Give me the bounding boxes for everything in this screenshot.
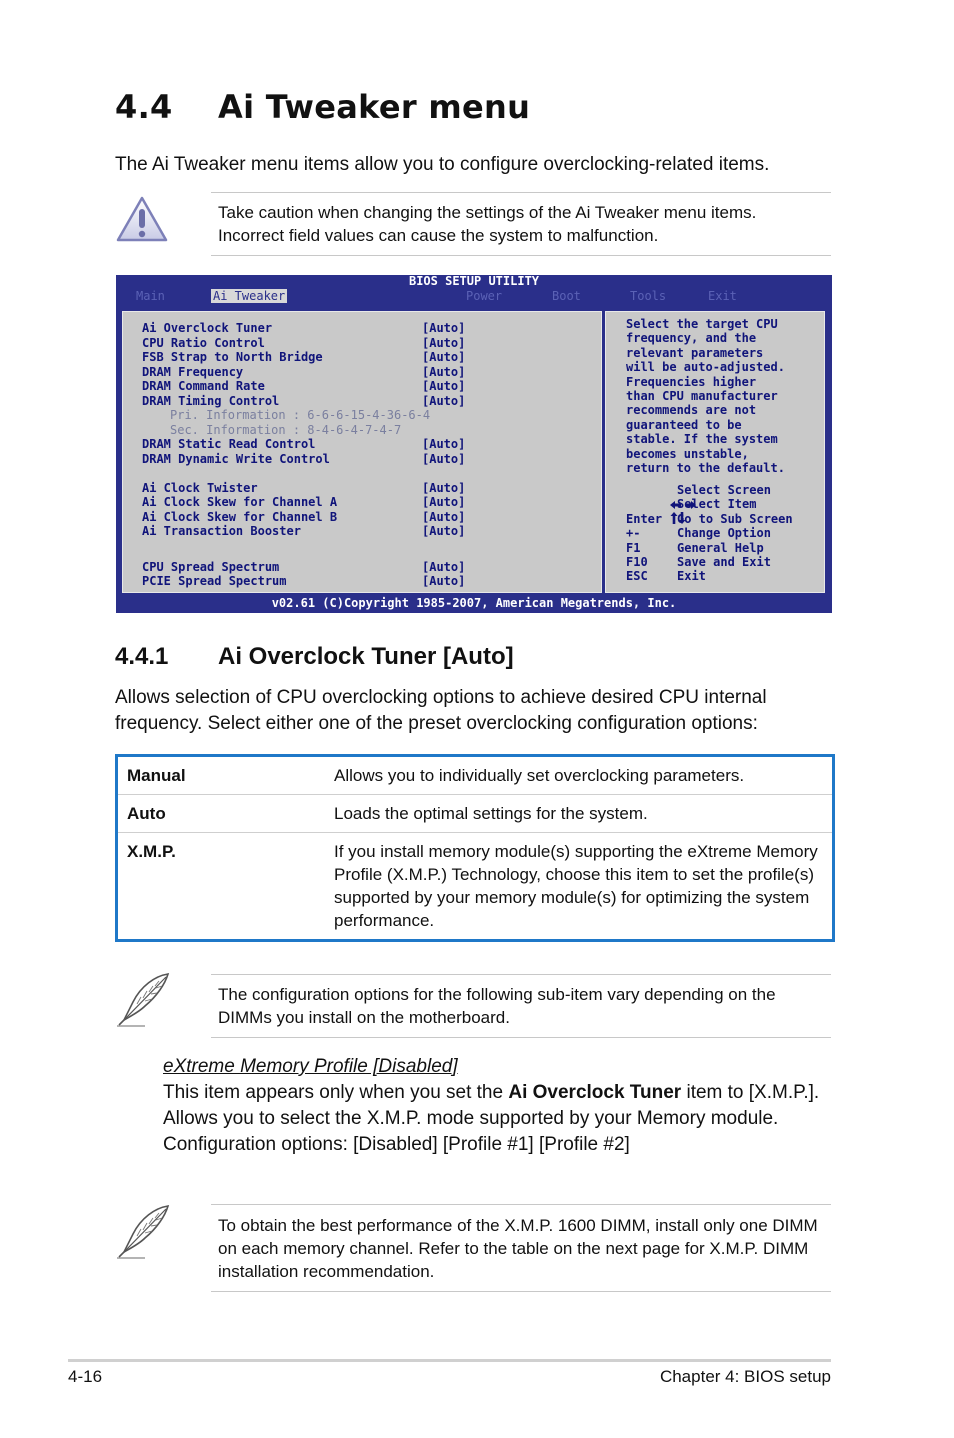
bios-help-panel <box>603 309 827 595</box>
bios-key-action: Exit <box>677 569 706 584</box>
note1-text <box>218 983 776 1029</box>
bios-item-value[interactable]: [Auto] <box>422 350 466 364</box>
bios-menu-power[interactable]: Power <box>466 289 503 303</box>
table-row <box>118 757 832 795</box>
bios-item-value[interactable]: [Auto] <box>422 437 466 451</box>
bios-item-dram-command-rate[interactable]: DRAM Command Rate <box>142 379 265 393</box>
option-desc: Allows you to individually set overclocking parameters. <box>334 766 745 785</box>
bios-item-cpu-ratio-control[interactable]: CPU Ratio Control <box>142 335 265 350</box>
bios-item-dram-dynamic-write[interactable]: DRAM Dynamic Write Control <box>142 451 330 466</box>
subitem-text-part: item to [X.M.P.]. Allows you to select the X.M.P. mode supported by your Memory module. <box>163 1082 820 1129</box>
bios-item-value[interactable]: [Auto] <box>422 495 466 509</box>
bios-key: Enter <box>626 511 663 526</box>
subsection-number: 4.4.1 <box>115 643 169 670</box>
bios-key-action: Go to Sub Screen <box>677 511 793 526</box>
bios-item-dram-static-read[interactable]: DRAM Static Read Control <box>142 437 316 451</box>
bios-menubar <box>116 289 832 303</box>
bios-menu-tools[interactable]: Tools <box>630 289 667 303</box>
option-desc: Loads the optimal settings for the system. <box>334 804 648 823</box>
bios-item-value[interactable]: [Auto] <box>422 480 466 495</box>
bios-item-cpu-spread-spectrum[interactable]: CPU Spread Spectrum <box>142 559 280 574</box>
bios-key-action: Select Item <box>677 497 757 512</box>
note2-line: on each memory channel. Refer to the table on the next page for X.M.P. DIMM <box>218 1239 809 1258</box>
option-name: Manual <box>127 766 186 785</box>
subsection-title: Ai Overclock Tuner [Auto] <box>218 643 514 670</box>
bios-item-value[interactable]: [Auto] <box>422 509 466 524</box>
bios-key: +- <box>626 526 641 541</box>
bios-item-clock-skew-b[interactable]: Ai Clock Skew for Channel B <box>142 509 338 524</box>
bios-item-value[interactable]: [Auto] <box>422 364 466 379</box>
bios-item-dram-frequency[interactable]: DRAM Frequency <box>142 364 244 379</box>
subsection-heading <box>115 643 514 671</box>
bios-sec-information: Sec. Information : 8-4-6-4-7-4-7 <box>170 422 402 437</box>
bios-key-action: Change Option <box>677 526 771 541</box>
bios-item-transaction-booster[interactable]: Ai Transaction Booster <box>142 524 301 538</box>
bios-screen <box>116 275 832 613</box>
subitem-text-bold: Ai Overclock Tuner <box>508 1082 682 1103</box>
bios-item-value[interactable]: [Auto] <box>422 559 466 574</box>
quill-pen-icon <box>115 972 171 1028</box>
bios-help-text: Select the target CPU frequency, and the relevant parameters will be auto-adjusted. Frequencies higher than CPU manufacturer recommends are not guaranteed to be stable. If the system becomes unstable, return to the default. <box>626 317 785 476</box>
note2-line: installation recommendation. <box>218 1262 435 1281</box>
subitem-title: eXtreme Memory Profile [Disabled] <box>163 1056 458 1077</box>
caution-line: Take caution when changing the settings of the Ai Tweaker menu items. <box>218 203 757 222</box>
bios-key-action: Select Screen <box>677 483 771 497</box>
note1-top-rule <box>211 974 831 975</box>
page-number: 4-16 <box>68 1367 103 1386</box>
page-footer-rule <box>68 1359 831 1362</box>
bios-copyright: v02.61 (C)Copyright 1985-2007, American Megatrends, Inc. <box>271 596 677 610</box>
caution-text <box>218 201 756 247</box>
note2-line: To obtain the best performance of the X.M.P. 1600 DIMM, install only one DIMM <box>218 1216 818 1235</box>
bios-menu-boot[interactable]: Boot <box>552 289 581 303</box>
bios-key-action: Save and Exit <box>677 555 771 569</box>
bios-item-value[interactable]: [Auto] <box>422 379 466 393</box>
bios-title: BIOS SETUP UTILITY <box>408 274 540 288</box>
options-table <box>115 754 835 942</box>
note1-line: DIMMs you install on the motherboard. <box>218 1008 510 1027</box>
note2-top-rule <box>211 1204 831 1205</box>
note1-bottom-rule <box>211 1037 831 1038</box>
bios-item-pcie-spread-spectrum[interactable]: PCIE Spread Spectrum <box>142 574 287 588</box>
bios-item-value[interactable]: [Auto] <box>422 451 466 466</box>
bios-item-value[interactable]: [Auto] <box>422 321 466 335</box>
note2-text <box>218 1214 818 1283</box>
table-row <box>118 795 832 833</box>
bios-item-ai-clock-twister[interactable]: Ai Clock Twister <box>142 480 258 495</box>
intro-text: The Ai Tweaker menu items allow you to configure overclocking-related items. <box>115 154 770 175</box>
caution-line: Incorrect field values can cause the system to malfunction. <box>218 226 659 245</box>
subsection-text: Allows selection of CPU overclocking options to achieve desired CPU internal frequency. Select either one of the preset overclocking configuration options: <box>115 687 767 734</box>
note2-bottom-rule <box>211 1291 831 1292</box>
bios-item-value[interactable]: [Auto] <box>422 524 466 538</box>
section-number: 4.4 <box>115 88 173 126</box>
bios-settings-panel <box>120 309 604 595</box>
subitem-config: Configuration options: [Disabled] [Profile #1] [Profile #2] <box>163 1134 630 1155</box>
option-name: X.M.P. <box>127 842 176 861</box>
bios-item-value[interactable]: [Auto] <box>422 335 466 350</box>
bios-key-action: General Help <box>677 540 764 555</box>
bios-menu-ai-tweaker[interactable]: Ai Tweaker <box>213 289 286 303</box>
bios-menu-exit[interactable]: Exit <box>708 289 737 303</box>
option-name: Auto <box>127 804 166 823</box>
bios-pri-information: Pri. Information : 6-6-6-15-4-36-6-4 <box>170 408 431 422</box>
bios-item-fsb-strap[interactable]: FSB Strap to North Bridge <box>142 350 323 364</box>
bios-key: ESC <box>626 569 648 584</box>
bios-item-value[interactable]: [Auto] <box>422 574 466 588</box>
bios-item-dram-timing-control[interactable]: DRAM Timing Control <box>142 393 280 408</box>
section-title: Ai Tweaker menu <box>218 88 531 126</box>
caution-top-rule <box>211 192 831 193</box>
bios-menu-main[interactable]: Main <box>136 289 165 303</box>
bios-item-value[interactable]: [Auto] <box>422 393 466 408</box>
table-row <box>118 833 832 939</box>
bios-key: F1 <box>626 540 641 555</box>
quill-pen-icon <box>115 1204 171 1260</box>
subitem-text-part: This item appears only when you set the <box>163 1082 509 1103</box>
bios-key: F10 <box>626 555 648 569</box>
note1-line: The configuration options for the following sub-item vary depending on the <box>218 985 776 1004</box>
bios-item-clock-skew-a[interactable]: Ai Clock Skew for Channel A <box>142 495 338 509</box>
bios-item-ai-overclock-tuner[interactable]: Ai Overclock Tuner <box>142 321 273 335</box>
section-heading <box>115 88 530 126</box>
caution-bottom-rule <box>211 255 831 256</box>
warning-triangle-icon <box>115 195 169 243</box>
subitem-text <box>163 1080 823 1158</box>
chapter-label: Chapter 4: BIOS setup <box>659 1367 831 1386</box>
option-desc: If you install memory module(s) supporting the eXtreme Memory Profile (X.M.P.) Technology, choose this item to set the profile(s) supported by your memory module(s) for optimizing the system performance. <box>334 842 818 930</box>
